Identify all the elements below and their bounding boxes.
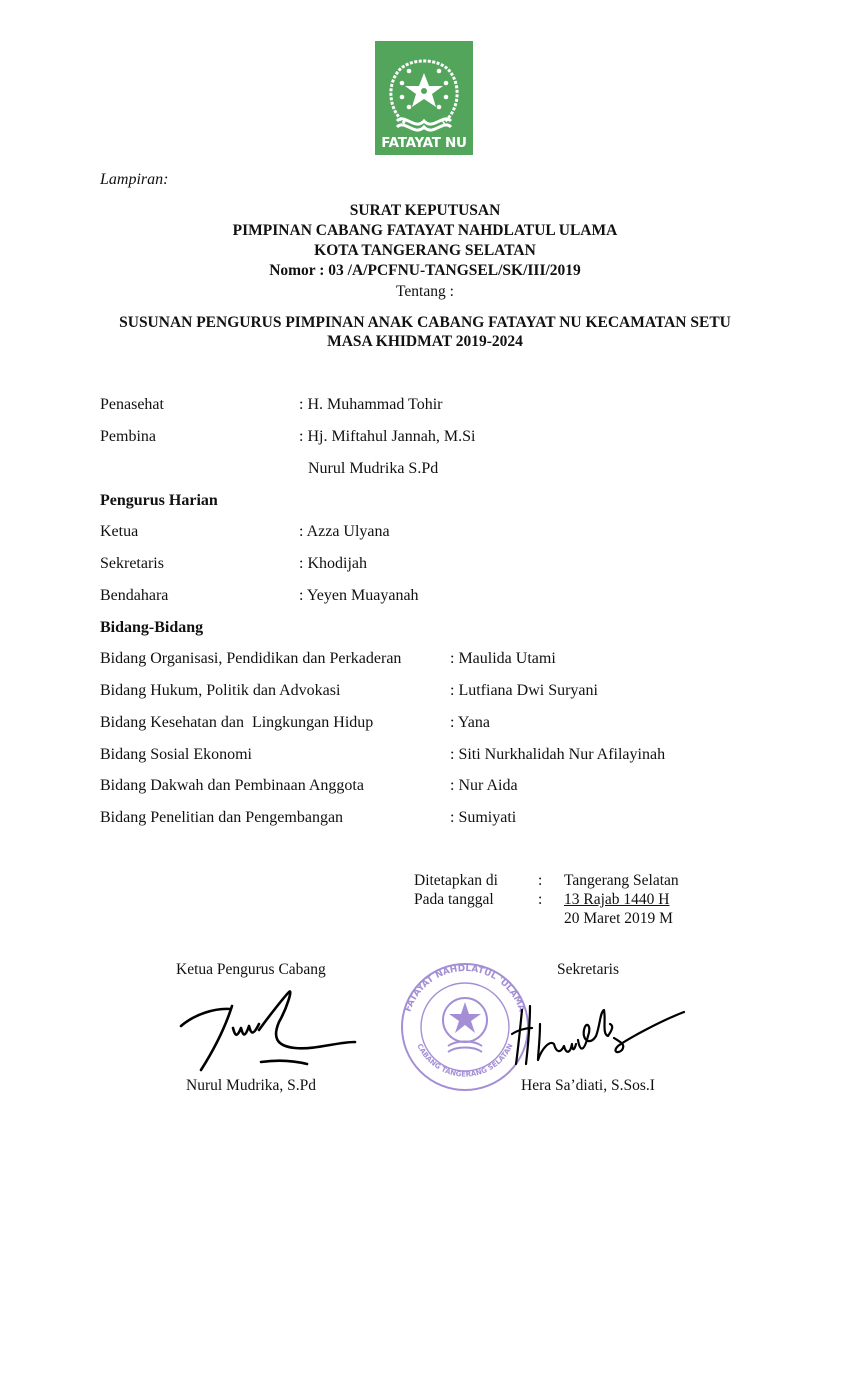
- signer-left-name: Nurul Mudrika, S.Pd: [186, 1077, 317, 1094]
- issued-place-label: Ditetapkan di: [414, 872, 498, 889]
- fatayat-nu-emblem-icon: [375, 41, 473, 136]
- lampiran-label: Lampiran:: [100, 171, 169, 188]
- issued-date-masehi: 20 Maret 2019 M: [564, 910, 673, 927]
- issued-place-sep: :: [538, 872, 543, 889]
- section-pengurus-harian: Pengurus Harian: [100, 492, 218, 509]
- role-ketua: Ketua: [100, 523, 139, 540]
- bidang-name: : Maulida Utami: [450, 650, 556, 667]
- decree-number: Nomor : 03 /A/PCFNU-TANGSEL/SK/III/2019: [269, 262, 581, 279]
- name-ketua: : Azza Ulyana: [299, 523, 390, 540]
- bidang-name: : Lutfiana Dwi Suryani: [450, 682, 598, 699]
- organization-name: PIMPINAN CABANG FATAYAT NAHDLATUL ULAMA: [232, 222, 618, 239]
- bidang-name: : Nur Aida: [450, 777, 518, 794]
- name-pembina-1: : Hj. Miftahul Jannah, M.Si: [299, 428, 476, 445]
- signer-right-name: Hera Sa’diati, S.Sos.I: [521, 1077, 655, 1094]
- name-penasehat: : H. Muhammad Tohir: [299, 396, 443, 413]
- subject-line-1: SUSUNAN PENGURUS PIMPINAN ANAK CABANG FATAYAT NU KECAMATAN SETU: [119, 314, 731, 331]
- bidang-role: Bidang Sosial Ekonomi: [100, 746, 252, 763]
- role-sekretaris: Sekretaris: [100, 555, 164, 572]
- bidang-role: Bidang Dakwah dan Pembinaan Anggota: [100, 777, 364, 794]
- fatayat-nu-logo: [375, 41, 473, 155]
- logo-text: FATAYAT NU: [381, 135, 467, 151]
- section-bidang: Bidang-Bidang: [100, 619, 204, 636]
- name-pembina-2: Nurul Mudrika S.Pd: [308, 460, 439, 477]
- decree-title: SURAT KEPUTUSAN: [349, 202, 501, 219]
- signature-ketua: [175, 988, 360, 1073]
- name-sekretaris: : Khodijah: [299, 555, 367, 572]
- stamp-bottom-text: CABANG TANGERANG SELATAN: [415, 1042, 515, 1079]
- tentang-label: Tentang :: [396, 283, 454, 300]
- bidang-name: : Siti Nurkhalidah Nur Afilayinah: [450, 746, 666, 763]
- role-bendahara: Bendahara: [100, 587, 169, 604]
- signer-left-title: Ketua Pengurus Cabang: [176, 961, 326, 978]
- role-penasehat: Penasehat: [100, 396, 164, 413]
- city-name: KOTA TANGERANG SELATAN: [314, 242, 536, 259]
- signature-sekretaris: [508, 1000, 688, 1070]
- issued-date-sep: :: [538, 891, 543, 908]
- issued-date-label: Pada tanggal: [414, 891, 494, 908]
- bidang-name: : Sumiyati: [450, 809, 517, 826]
- stamp-top-text: FATAYAT NAHDLATUL 'ULAMA: [403, 963, 527, 1014]
- issued-place-value: Tangerang Selatan: [564, 872, 679, 889]
- bidang-role: Bidang Kesehatan dan Lingkungan Hidup: [100, 714, 374, 731]
- bidang-name: : Yana: [450, 714, 491, 731]
- issued-date-hijri: 13 Rajab 1440 H: [564, 891, 670, 908]
- bidang-role: Bidang Penelitian dan Pengembangan: [100, 809, 344, 826]
- bidang-role: Bidang Hukum, Politik dan Advokasi: [100, 682, 341, 699]
- role-pembina: Pembina: [100, 428, 156, 445]
- bidang-role: Bidang Organisasi, Pendidikan dan Perkaderan: [100, 650, 402, 667]
- signer-right-title: Sekretaris: [557, 961, 619, 978]
- name-bendahara: : Yeyen Muayanah: [299, 587, 419, 604]
- subject-line-2: MASA KHIDMAT 2019-2024: [327, 333, 523, 350]
